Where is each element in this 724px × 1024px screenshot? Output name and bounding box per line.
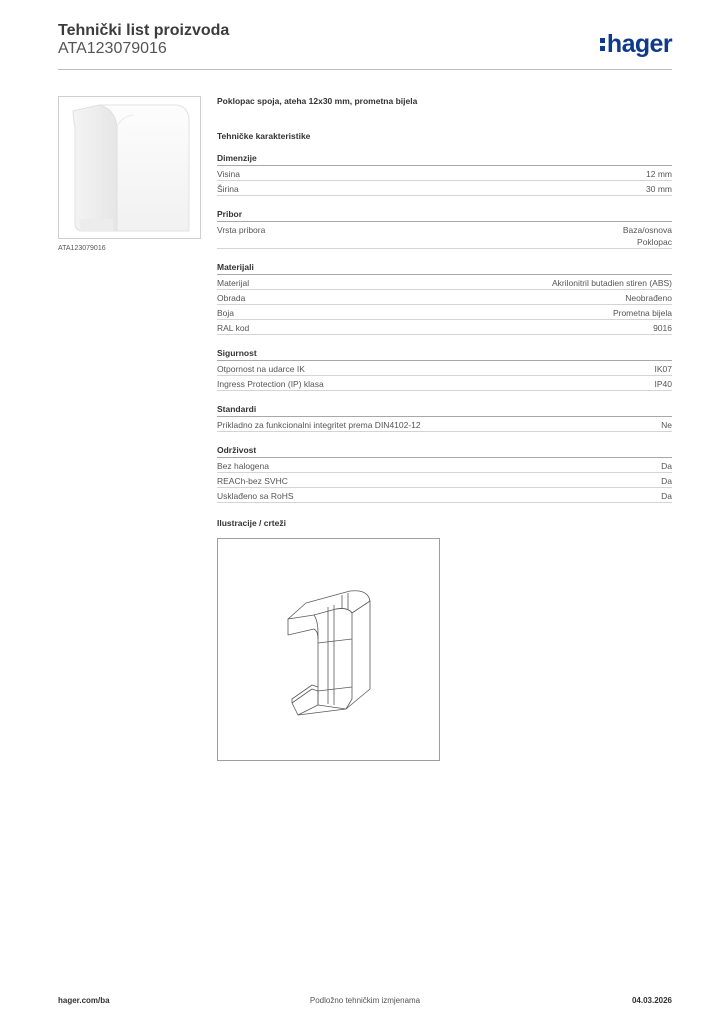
spec-value (623, 224, 672, 248)
spec-value-line: Ne (661, 420, 672, 430)
spec-group-title: Pribor (217, 209, 672, 222)
spec-row (217, 222, 672, 249)
spec-row (217, 458, 672, 473)
spec-label: Bez halogena (217, 461, 269, 471)
spec-group-title: Održivost (217, 445, 672, 458)
product-name: Poklopac spoja, ateha 12x30 mm, prometna bijela (217, 96, 418, 106)
spec-value (661, 490, 672, 502)
spec-value (661, 460, 672, 472)
spec-group (217, 153, 672, 196)
spec-value-line: 30 mm (646, 184, 672, 194)
spec-value (646, 183, 672, 195)
spec-groups (217, 153, 672, 503)
spec-value (625, 292, 672, 304)
spec-value-line: Poklopac (637, 237, 672, 247)
spec-label: Otpornost na udarce IK (217, 364, 305, 374)
spec-value-line: Da (661, 476, 672, 486)
product-photo (58, 96, 201, 239)
spec-label: REACh-bez SVHC (217, 476, 288, 486)
spec-label: Ingress Protection (IP) klasa (217, 379, 324, 389)
spec-value (646, 168, 672, 180)
spec-label: Vrsta pribora (217, 225, 266, 235)
footer-website[interactable]: hager.com/ba (58, 996, 110, 1005)
spec-row (217, 473, 672, 488)
spec-group-title: Materijali (217, 262, 672, 275)
spec-label: Visina (217, 169, 240, 179)
spec-row (217, 166, 672, 181)
spec-value-line: Neobrađeno (625, 293, 672, 303)
spec-label: Materijal (217, 278, 250, 288)
spec-label: Obrada (217, 293, 246, 303)
product-photo-image (59, 97, 201, 239)
spec-label: Boja (217, 308, 235, 318)
spec-value (655, 363, 673, 375)
spec-value-line: Prometna bijela (612, 308, 672, 318)
spec-value-line: Da (661, 491, 672, 501)
spec-value (552, 277, 672, 289)
spec-row (217, 181, 672, 196)
spec-row (217, 488, 672, 503)
logo-mark-icon (600, 38, 605, 51)
content-column (217, 96, 672, 761)
spec-group (217, 348, 672, 391)
spec-row (217, 305, 672, 320)
spec-value (655, 378, 673, 390)
spec-value-line: Akrilonitril butadien stiren (ABS) (552, 278, 672, 288)
spec-value (661, 419, 672, 431)
spec-row (217, 361, 672, 376)
spec-value-line: 9016 (653, 323, 672, 333)
spec-label: Prikladno za funkcionalni integritet prema DIN4102-12 (217, 420, 421, 430)
photo-caption: ATA123079016 (58, 245, 106, 252)
hager-logo (600, 30, 672, 59)
spec-value (661, 475, 672, 487)
logo-text: hager (606, 30, 672, 58)
product-code: ATA123079016 (58, 40, 167, 57)
footer-note: Podložno tehničkim izmjenama (309, 996, 421, 1005)
tech-characteristics-heading: Tehničke karakteristike (217, 131, 311, 141)
spec-value-line: IP40 (654, 379, 672, 389)
spec-group-title: Sigurnost (217, 348, 672, 361)
spec-row (217, 290, 672, 305)
spec-row (217, 275, 672, 290)
footer-date: 04.03.2026 (631, 996, 672, 1005)
technical-drawing (217, 538, 440, 761)
spec-row (217, 320, 672, 335)
spec-label: Usklađeno sa RoHS (217, 491, 294, 501)
spec-value (613, 307, 672, 319)
spec-value (653, 322, 672, 334)
technical-drawing-image (218, 539, 441, 762)
spec-value-line: Baza/osnova (622, 225, 672, 235)
spec-row (217, 376, 672, 391)
spec-group (217, 404, 672, 432)
spec-group (217, 445, 672, 503)
spec-group-title: Standardi (217, 404, 672, 417)
spec-group-title: Dimenzije (217, 153, 672, 166)
spec-row (217, 417, 672, 432)
spec-value-line: 12 mm (646, 169, 672, 179)
spec-group (217, 262, 672, 335)
spec-group (217, 209, 672, 249)
illustrations-heading: Ilustracije / crteži (217, 518, 286, 528)
spec-value-line: IK07 (654, 364, 672, 374)
spec-label: RAL kod (217, 323, 250, 333)
spec-value-line: Da (661, 461, 672, 471)
spec-label: Širina (217, 184, 239, 194)
page-header (58, 22, 672, 70)
document-title: Tehnički list proizvoda (58, 22, 230, 39)
